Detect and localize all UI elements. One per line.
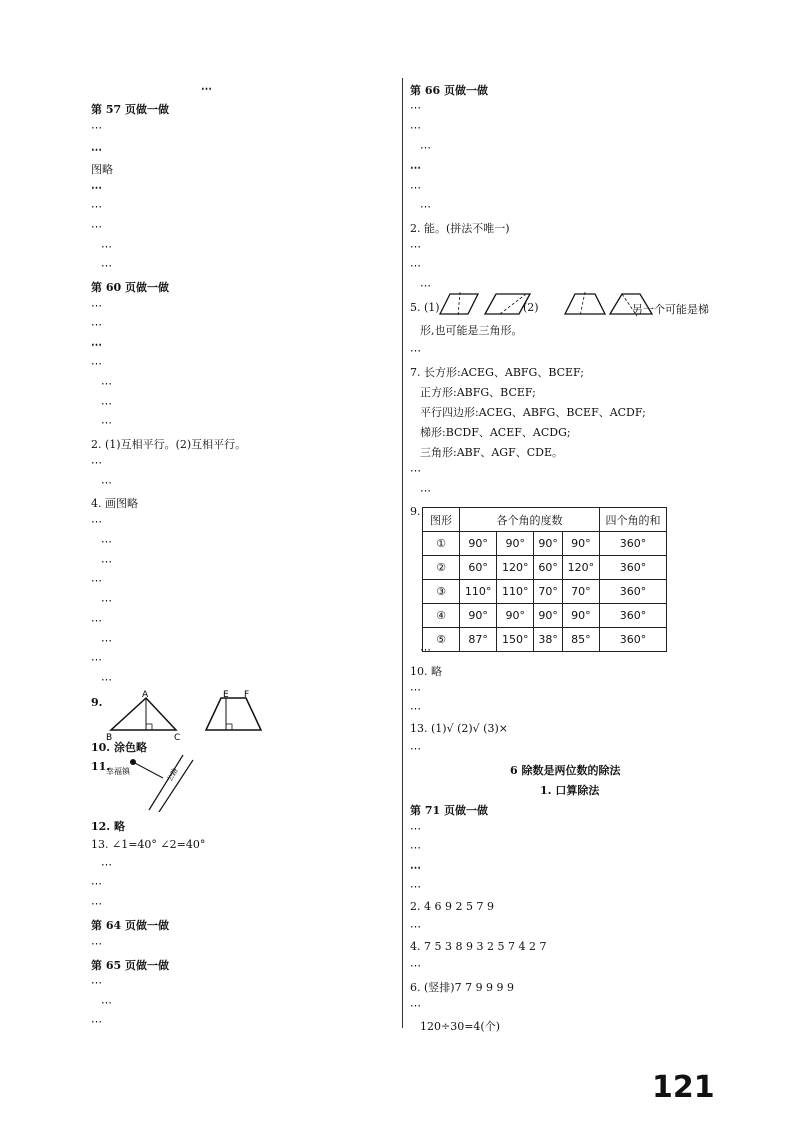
answer-line: 120÷30=4(个): [420, 1020, 501, 1033]
answer-line: ⋯: [420, 141, 431, 154]
answer-line: ⋯: [91, 299, 102, 312]
table-row: [423, 628, 667, 652]
answer-line: ⋯: [91, 515, 102, 528]
answer-line: ⋯: [101, 555, 112, 568]
q13: 13. ∠1=40° ∠2=40°: [91, 838, 206, 851]
table-cell: 90°: [534, 604, 562, 628]
answer-line: ⋯: [420, 484, 431, 497]
answer-line: ⋯: [101, 259, 112, 272]
table-cell: 110°: [460, 580, 497, 604]
table-cell: 90°: [562, 604, 599, 628]
answer-line: ⋯: [101, 397, 112, 410]
q5-label-2: (2): [523, 301, 539, 314]
answer-line: ⋯: [91, 220, 102, 233]
table-cell: 90°: [562, 532, 599, 556]
q9-label: 9.: [410, 505, 421, 518]
answer-line: ⋯: [410, 841, 421, 854]
table-cell: 360°: [600, 580, 667, 604]
label-A: A: [142, 690, 149, 700]
answer-line: ⋯: [91, 1015, 102, 1028]
answer-line: 2. 能。(拼法不唯一): [410, 222, 510, 235]
trapezoid-shape: [206, 698, 261, 730]
heading-p59: ⋯: [91, 181, 102, 194]
answer-line: ⋯: [91, 456, 102, 469]
heading-p71: 第 71 页做一做: [410, 804, 488, 817]
answer-line: ⋯: [101, 594, 112, 607]
table-cell: 90°: [460, 604, 497, 628]
table-cell: 60°: [534, 556, 562, 580]
answer-line: 4. 画图略: [91, 497, 138, 510]
table-cell: ④: [423, 604, 460, 628]
answer-line: ⋯: [410, 920, 421, 933]
cut-line: [458, 292, 460, 316]
table-cell: 150°: [497, 628, 534, 652]
heading-p66: 第 66 页做一做: [410, 84, 488, 97]
q11-label: 11.: [91, 760, 111, 773]
q12: 12. 略: [91, 820, 125, 833]
right-angle-mark: [226, 724, 232, 730]
heading-p57: 第 57 页做一做: [91, 103, 169, 116]
figure-q11: [101, 752, 211, 812]
answer-line: ⋯: [91, 574, 102, 587]
answer-line: ⋯: [101, 535, 112, 548]
answer-line: ⋯: [101, 240, 112, 253]
heading-p58: ⋯: [91, 143, 102, 156]
table-row: [423, 556, 667, 580]
answer-line: ⋯: [410, 240, 421, 253]
answer-line: ⋯: [420, 279, 431, 292]
q10: 10. 涂色略: [91, 741, 147, 754]
table-cell: 120°: [562, 556, 599, 580]
figure-q5: [430, 290, 660, 318]
answer-line: ⋯: [410, 121, 421, 134]
table-cell: 87°: [460, 628, 497, 652]
table-cell: 90°: [534, 532, 562, 556]
answer-line: ⋯: [410, 181, 421, 194]
answer-line: ⋯: [410, 702, 421, 715]
page-number: 121: [652, 1070, 715, 1105]
town-label: 幸福镇: [106, 767, 130, 776]
answer-line: 13. (1)√ (2)√ (3)×: [410, 722, 508, 735]
heading-p64: 第 64 页做一做: [91, 919, 169, 932]
table-cell: 70°: [534, 580, 562, 604]
table-header: 各个角的度数: [460, 508, 600, 532]
table-header: 图形: [423, 508, 460, 532]
column-divider: [402, 78, 403, 1028]
heading-p60: 第 60 页做一做: [91, 281, 169, 294]
answer-line: ⋯: [410, 742, 421, 755]
table-cell: 90°: [497, 532, 534, 556]
answer-line: 图略: [91, 163, 113, 176]
table-cell: 110°: [497, 580, 534, 604]
answer-line: 6. (竖排)7 7 9 9 9 9: [410, 981, 515, 994]
heading-p67: ⋯: [410, 161, 421, 174]
answer-line: ⋯: [91, 614, 102, 627]
cut-line: [580, 292, 585, 316]
answer-line: ⋯: [420, 200, 431, 213]
q5-label-1: 5. (1): [410, 301, 440, 314]
answer-line: ⋯: [101, 377, 112, 390]
answer-line: 三角形:ABF、AGF、CDE。: [420, 446, 563, 459]
answer-line: 平行四边形:ACEG、ABFG、BCEF、ACDF;: [420, 406, 646, 419]
answer-line: 梯形:BCDF、ACEF、ACDG;: [420, 426, 571, 439]
table-row: [423, 532, 667, 556]
label-B: B: [106, 733, 113, 740]
table-cell: 85°: [562, 628, 599, 652]
table-row: [423, 604, 667, 628]
table-header-row: [423, 508, 667, 532]
answer-line: ⋯: [410, 259, 421, 272]
answer-line: ⋯: [101, 996, 112, 1009]
answer-line: ⋯: [410, 959, 421, 972]
angle-table: [422, 507, 667, 652]
q9-label: 9.: [91, 696, 103, 709]
table-cell: ③: [423, 580, 460, 604]
answer-line: ⋯: [101, 634, 112, 647]
table-cell: 360°: [600, 628, 667, 652]
answer-line: ⋯: [91, 653, 102, 666]
table-cell: 38°: [534, 628, 562, 652]
section-title: ⋯: [201, 82, 212, 95]
table-header: 四个角的和: [600, 508, 667, 532]
answer-line: ⋯: [91, 976, 102, 989]
table-cell: 90°: [460, 532, 497, 556]
perpendicular-line: [133, 762, 163, 778]
answer-line: ⋯: [91, 937, 102, 950]
subsection-title: 1. 口算除法: [540, 784, 600, 797]
answer-line: 2. 4 6 9 2 5 7 9: [410, 900, 494, 913]
answer-line: ⋯: [101, 476, 112, 489]
table-cell: ⑤: [423, 628, 460, 652]
answer-line: 4. 7 5 3 8 9 3 2 5 7 4 2 7: [410, 940, 547, 953]
answer-line: ⋯: [91, 318, 102, 331]
answer-line: 7. 长方形:ACEG、ABFG、BCEF;: [410, 366, 585, 379]
answer-line: 2. (1)互相平行。(2)互相平行。: [91, 438, 247, 451]
table-row: [423, 580, 667, 604]
answer-line: ⋯: [91, 200, 102, 213]
answer-line: ⋯: [410, 683, 421, 696]
answer-line: ⋯: [410, 101, 421, 114]
table-cell: ①: [423, 532, 460, 556]
table-cell: 360°: [600, 532, 667, 556]
triangle-shape: [111, 698, 176, 730]
answer-line: ⋯: [101, 673, 112, 686]
answer-line: 形,也可能是三角形。: [420, 324, 523, 337]
answer-line: ⋯: [91, 121, 102, 134]
label-C: C: [174, 733, 181, 740]
figure-q9: [106, 690, 291, 740]
answer-line: ⋯: [101, 416, 112, 429]
table-cell: 60°: [460, 556, 497, 580]
trapezoid-1: [565, 294, 605, 314]
q15: ⋯: [91, 897, 102, 910]
answer-line: 正方形:ABFG、BCEF;: [420, 386, 536, 399]
heading-p65: 第 65 页做一做: [91, 959, 169, 972]
table-cell: 120°: [497, 556, 534, 580]
answer-line: ⋯: [410, 999, 421, 1012]
section6-title: 6 除数是两位数的除法: [510, 764, 621, 777]
road-label: 公路: [165, 766, 180, 783]
answer-line: 10. 略: [410, 665, 442, 678]
answer-line: ⋯: [410, 464, 421, 477]
right-angle-mark: [146, 724, 152, 730]
table-cell: 360°: [600, 604, 667, 628]
answer-line: ⋯: [410, 344, 421, 357]
answer-line: ⋯: [101, 858, 112, 871]
answer-line: ⋯: [91, 357, 102, 370]
heading-p72: ⋯: [410, 861, 421, 874]
table-cell: ②: [423, 556, 460, 580]
label-E: E: [223, 690, 229, 700]
table-cell: 360°: [600, 556, 667, 580]
answer-line: 另一个可能是梯: [632, 303, 709, 316]
answer-line: ⋯: [410, 880, 421, 893]
label-F: F: [244, 690, 250, 700]
table-cell: 70°: [562, 580, 599, 604]
q14: ⋯: [91, 877, 102, 890]
heading-p61: ⋯: [91, 338, 102, 351]
table-cell: 90°: [497, 604, 534, 628]
answer-line: ⋯: [410, 822, 421, 835]
answer-line: ⋯: [420, 643, 431, 656]
